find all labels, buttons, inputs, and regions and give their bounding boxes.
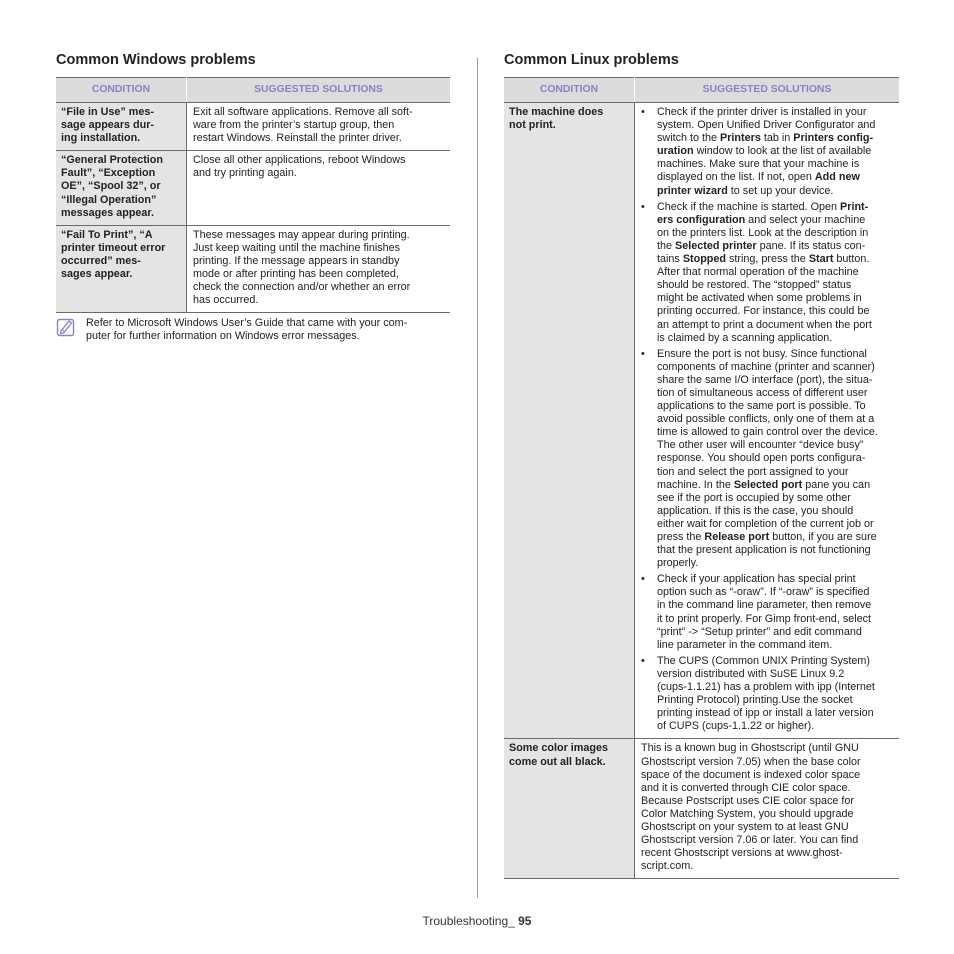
column-divider [477,58,478,898]
text-run: and select your machine on the printers list. Look at the description in the [657,213,869,252]
windows-section [56,52,450,344]
condition-cell: “Fail To Print”, “A printer timeout error occurred” mes- sages appear. [56,225,187,313]
text-run: button. After that normal operation of the machine should be restored. The “stopped” status might be activated when some problems in printing occurred. For instance, this could be an attempt to print a document when the port is claimed by a scanning application. [657,253,872,344]
solution-cell [635,103,900,739]
condition-cell: The machine does not print. [504,103,635,739]
solution-bullet [641,201,893,345]
condition-cell: “General Protection Fault”, “Exception OE”, “Spool 32”, or “Illegal Operation” messages appear. [56,151,187,225]
text-run: Check if the machine is started. Open [657,200,841,213]
text-run: Check if your application has special print option such as “-oraw”. If “-oraw” is specified in the command line parameter, then remove it to print properly. For Gimp front-end, select “print” -> “Setup printer” and edit command line parameter in the command item. [657,573,872,651]
solution-cell: Close all other applications, reboot Windows and try printing again. [187,151,451,225]
solution-bullet [641,655,893,734]
bold-ui-term: Printers config- uration [657,132,874,158]
text-run: button, if you are sure that the present application is not functioning properly. [657,531,877,570]
windows-problems-table [56,77,450,313]
page-footer [0,914,954,928]
solution-bullet-list [641,106,893,733]
note-pencil-icon [56,317,76,337]
solutions-header: SUGGESTED SOLUTIONS [187,78,451,103]
bold-ui-term: Stopped [682,253,726,266]
text-run: string, press the [726,253,809,266]
solution-bullet [641,106,893,198]
table-row [56,225,450,313]
text-run: Check if the printer driver is installed in your system. Open Unified Driver Configurator and switch to the [657,106,876,145]
solution-cell: Exit all software applications. Remove all soft- ware from the printer’s startup group, then restart Windows. Reinstall the printer driver. [187,103,451,151]
bold-ui-term: Start [808,253,834,266]
text-run: to set up your device. [727,184,834,197]
linux-problems-table [504,77,899,879]
solution-cell: These messages may appear during printing. Just keep waiting until the machine finishes printing. If the message appears in standby mode or after printing has been completed, check the connection and/or whether an error has occurred. [187,225,451,313]
bold-ui-term: Printers [720,132,761,145]
page-number: 95 [518,914,532,928]
bold-ui-term: Selected printer [675,239,757,252]
table-row [56,103,450,151]
text-run: The CUPS (Common UNIX Printing System) version distributed with SuSE Linux 9.2 (cups-1.1.21) has a problem with ipp (Internet Printing Protocol) printing.Use the socket printing instead of ipp or install a later version of CUPS (cups-1.1.22 or higher). [657,654,875,733]
condition-header: CONDITION [56,78,187,103]
text-run: Ensure the port is not busy. Since functional components of machine (printer and scanner) share the same I/O interface (port), the situa- tion of simultaneous access of different user applications to the same port is possible. To avoid possible conflicts, only one of them at a time is allowed to gain control over the device. The other user will encounter “device busy” response. You should open ports configura- tion and select the port assigned to your machine. In the [657,347,878,491]
windows-section-title: Common Windows problems [56,52,256,68]
condition-cell: “File in Use” mes- sage appears dur- ing installation. [56,103,187,151]
table-row [504,739,899,879]
table-row [56,151,450,225]
footer-section: Troubleshooting_ [422,914,519,928]
text-run: pane. If its status con- tains [657,239,866,266]
bold-ui-term: Release port [704,531,770,543]
text-run: pane you can see if the port is occupied by some other application. If this is the case, you should either wait for completion of the current job or press the [657,478,874,543]
bold-ui-term: Print- ers configuration [657,200,869,226]
table-row [504,103,899,739]
note-text: Refer to Microsoft Windows User’s Guide that came with your com- puter for further information on Windows error messages. [86,317,408,343]
table-header-row [504,78,899,103]
table-header-row [56,78,450,103]
linux-section [504,52,899,879]
text-run: tab in [760,132,794,145]
solution-bullet [641,348,893,571]
note [56,317,450,343]
condition-header: CONDITION [504,78,635,103]
linux-section-title: Common Linux problems [504,52,679,68]
solution-bullet [641,573,893,652]
bold-ui-term: Selected port [733,478,803,491]
bold-ui-term: Add new printer wizard [657,171,860,197]
text-run: window to look at the list of available machines. Make sure that your machine is displayed on the list. If not, open [657,145,872,184]
solution-cell: This is a known bug in Ghostscript (until GNU Ghostscript version 7.05) when the base color space of the document is indexed color space and it is converted through CIE color space. Because Postscript uses CIE color space for Color Matching System, you should upgrade Ghostscript on your system to at least GNU Ghostscript version 7.06 or later. You can find recent Ghostscript versions at www.ghost- script.com. [635,739,900,879]
solutions-header: SUGGESTED SOLUTIONS [635,78,900,103]
condition-cell: Some color images come out all black. [504,739,635,879]
